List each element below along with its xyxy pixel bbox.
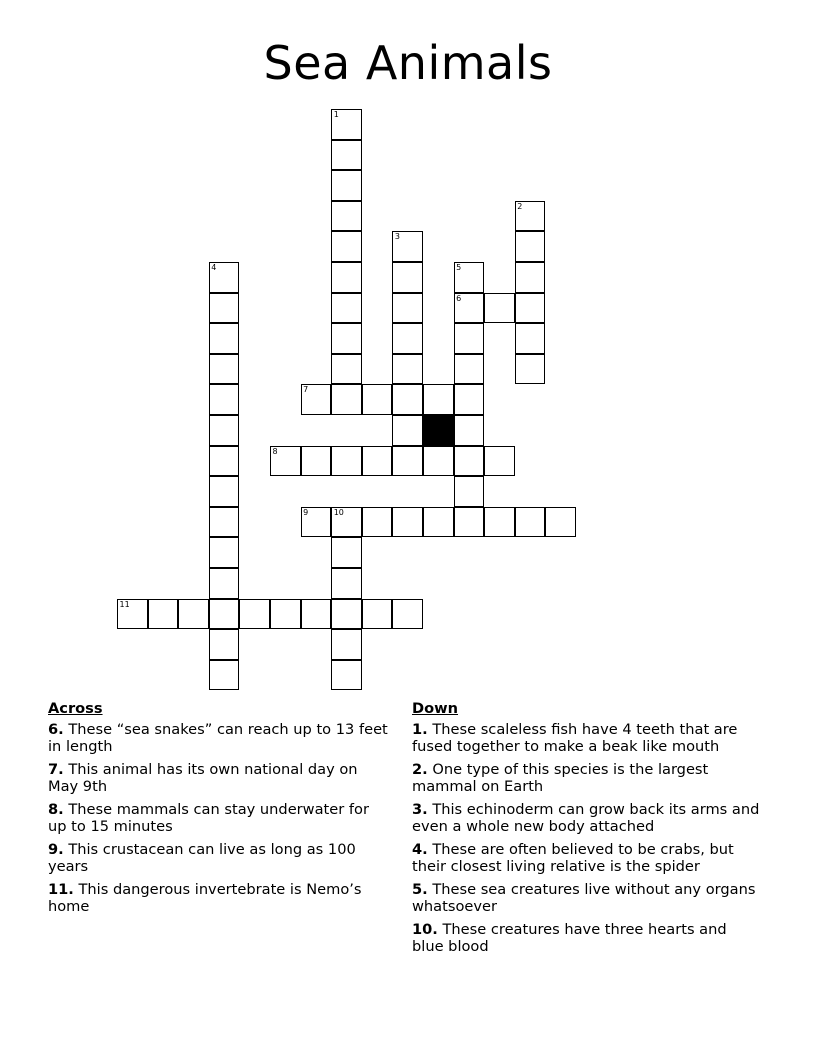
grid-cell[interactable] (423, 446, 454, 477)
grid-cell[interactable] (515, 201, 546, 232)
grid-cell[interactable] (209, 446, 240, 477)
grid-cell[interactable] (454, 476, 485, 507)
clue-across-9 (48, 842, 388, 875)
grid-cell[interactable] (454, 262, 485, 293)
clue-number: 11. (48, 881, 74, 898)
clue-number: 4. (412, 841, 428, 858)
grid-cell[interactable] (331, 140, 362, 171)
grid-cell[interactable] (209, 568, 240, 599)
clue-text: This dangerous invertebrate is Nemo’s home (48, 881, 362, 915)
grid-cell[interactable] (331, 568, 362, 599)
grid-cell[interactable] (515, 262, 546, 293)
grid-cell[interactable] (545, 507, 576, 538)
clue-number: 3. (412, 801, 428, 818)
clue-across-7 (48, 762, 388, 795)
grid-cell[interactable] (392, 446, 423, 477)
grid-cell[interactable] (484, 446, 515, 477)
grid-cell[interactable] (178, 599, 209, 630)
grid-cell[interactable] (423, 384, 454, 415)
clue-number-label: 3 (394, 232, 400, 242)
grid-cell[interactable] (362, 599, 393, 630)
grid-cell[interactable] (515, 354, 546, 385)
grid-cell[interactable] (392, 599, 423, 630)
clue-across-6 (48, 722, 388, 755)
grid-cell[interactable] (454, 384, 485, 415)
clue-down-4 (412, 842, 762, 875)
clue-down-3 (412, 802, 762, 835)
puzzle-title: Sea Animals (263, 36, 553, 90)
clue-text: This animal has its own national day on May 9th (48, 761, 358, 795)
clue-text: These “sea snakes” can reach up to 13 feet in length (48, 721, 388, 755)
grid-cell[interactable] (515, 231, 546, 262)
clue-text: This crustacean can live as long as 100 years (48, 841, 356, 875)
grid-cell[interactable] (454, 507, 485, 538)
grid-cell[interactable] (362, 507, 393, 538)
grid-cell[interactable] (392, 384, 423, 415)
grid-cell[interactable] (392, 507, 423, 538)
grid-cell[interactable] (454, 354, 485, 385)
grid-cell[interactable] (148, 599, 179, 630)
grid-cell[interactable] (454, 323, 485, 354)
grid-cell[interactable] (515, 507, 546, 538)
grid-cell[interactable] (423, 507, 454, 538)
clue-number-label: 5 (456, 263, 462, 272)
grid-cell[interactable] (209, 507, 240, 538)
clue-number-label: 11 (119, 599, 130, 609)
grid-cell[interactable] (209, 354, 240, 385)
clue-number: 10. (412, 921, 438, 938)
clue-number-label: 1 (333, 110, 339, 119)
grid-cell[interactable] (209, 599, 240, 630)
clue-number-label: 8 (272, 446, 278, 456)
black-cell (423, 415, 454, 446)
grid-cell[interactable] (331, 354, 362, 385)
clue-number: 1. (412, 721, 428, 738)
clue-text: One type of this species is the largest mammal on Earth (412, 761, 709, 795)
grid-cell[interactable] (454, 415, 485, 446)
grid-cell[interactable] (392, 323, 423, 354)
grid-cell[interactable] (301, 446, 332, 477)
grid-cell[interactable] (301, 599, 332, 630)
grid-cell[interactable] (454, 446, 485, 477)
clue-down-2 (412, 762, 762, 795)
grid-cell[interactable] (454, 293, 485, 324)
clue-number-label: 6 (456, 293, 462, 303)
grid-cell[interactable] (331, 384, 362, 415)
grid-cell[interactable] (331, 446, 362, 477)
down-heading: Down (412, 700, 459, 717)
clue-number-label: 9 (303, 507, 309, 517)
clue-text: These creatures have three hearts and blue blood (412, 921, 727, 955)
grid-cell[interactable] (331, 262, 362, 293)
grid-cell[interactable] (392, 231, 423, 262)
clue-number-label: 2 (517, 201, 523, 211)
grid-cell[interactable] (331, 293, 362, 324)
grid-cell[interactable] (331, 629, 362, 660)
grid-cell[interactable] (515, 323, 546, 354)
grid-cell[interactable] (331, 507, 362, 538)
grid-cell[interactable] (331, 231, 362, 262)
grid-cell[interactable] (209, 660, 240, 691)
clue-number: 6. (48, 721, 64, 738)
grid-cell[interactable] (331, 537, 362, 568)
across-heading: Across (48, 700, 103, 717)
clue-text: These are often believed to be crabs, but their closest living relative is the spider (412, 841, 734, 875)
grid-cell[interactable] (484, 293, 515, 324)
grid-cell[interactable] (392, 262, 423, 293)
clue-down-10 (412, 922, 762, 955)
grid-cell[interactable] (301, 507, 332, 538)
clue-down-1 (412, 722, 762, 755)
grid-cell[interactable] (331, 323, 362, 354)
clue-text: These mammals can stay underwater for up to 15 minutes (48, 801, 369, 835)
grid-cell[interactable] (117, 599, 148, 630)
grid-cell[interactable] (484, 507, 515, 538)
grid-cell[interactable] (331, 201, 362, 232)
grid-cell[interactable] (239, 599, 270, 630)
clue-number-label: 10 (333, 507, 344, 517)
clue-number: 2. (412, 761, 428, 778)
clue-down-5 (412, 882, 762, 915)
grid-cell[interactable] (331, 660, 362, 691)
clue-number: 7. (48, 761, 64, 778)
grid-cell[interactable] (209, 262, 240, 293)
clue-number-label: 7 (303, 385, 309, 395)
clue-across-8 (48, 802, 388, 835)
clue-across-11 (48, 882, 388, 915)
grid-cell[interactable] (362, 446, 393, 477)
grid-cell[interactable] (209, 415, 240, 446)
grid-cell[interactable] (362, 384, 393, 415)
grid-cell[interactable] (331, 599, 362, 630)
across-clues (48, 700, 388, 922)
clue-number: 9. (48, 841, 64, 858)
clue-text: This echinoderm can grow back its arms and even a whole new body attached (412, 801, 760, 835)
grid-cell[interactable] (270, 599, 301, 630)
grid-cell[interactable] (301, 384, 332, 415)
grid-cell[interactable] (392, 354, 423, 385)
grid-cell[interactable] (209, 384, 240, 415)
grid-cell[interactable] (392, 415, 423, 446)
grid-cell[interactable] (209, 537, 240, 568)
clue-number: 8. (48, 801, 64, 818)
grid-cell[interactable] (392, 293, 423, 324)
clue-number: 5. (412, 881, 428, 898)
clue-text: These scaleless fish have 4 teeth that are fused together to make a beak like mouth (412, 721, 738, 755)
grid-cell[interactable] (515, 293, 546, 324)
grid-cell[interactable] (209, 476, 240, 507)
grid-cell[interactable] (270, 446, 301, 477)
grid-cell[interactable] (209, 629, 240, 660)
grid-cell[interactable] (209, 293, 240, 324)
grid-cell[interactable] (209, 323, 240, 354)
clue-number-label: 4 (211, 263, 217, 272)
grid-cell[interactable] (331, 109, 362, 140)
clue-text: These sea creatures live without any organs whatsoever (412, 881, 756, 915)
down-clues (412, 700, 762, 962)
grid-cell[interactable] (331, 170, 362, 201)
